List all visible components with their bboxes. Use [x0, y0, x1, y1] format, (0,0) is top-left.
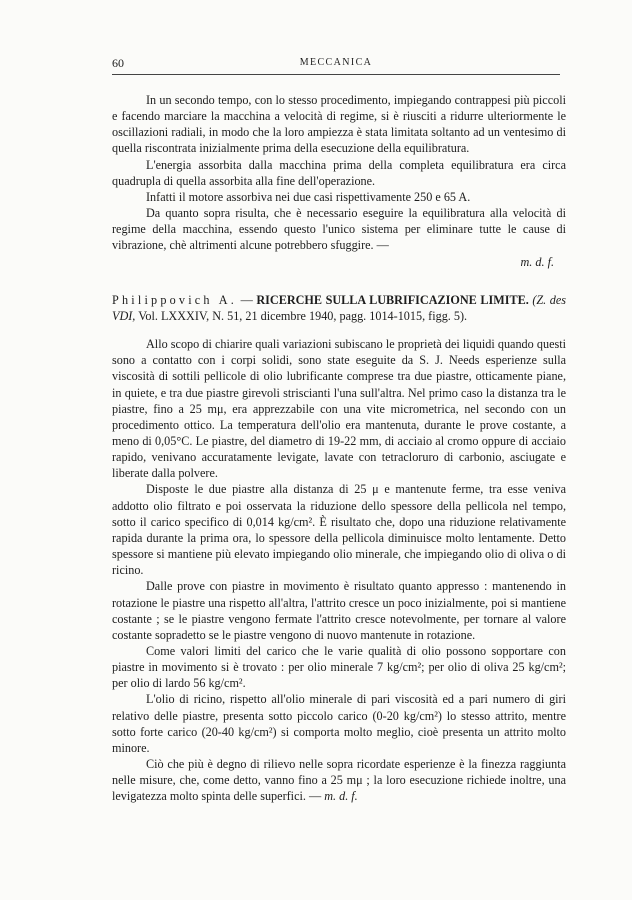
article-title: RICERCHE SULLA LUBRIFICAZIONE LIMITE.	[256, 292, 529, 307]
paragraph: Infatti il motore assorbiva nei due casi rispettivamente 250 e 65 A.	[146, 189, 471, 204]
article-journal: (Z. des VDI,	[112, 292, 567, 323]
page-header	[112, 56, 560, 72]
signature: m. d. f.	[520, 254, 554, 269]
heading-dash: —	[240, 292, 253, 307]
header-rule	[112, 74, 560, 75]
paragraph-text: Ciò che più è degno di rilievo nelle sopra ricordate esperienze è la finezza raggiunta nelle misure, che, come detto, vanno fino a 25 mμ ; la loro esecuzione richiede inoltre, una levigatezza molto spinta delle superfici. —	[112, 757, 566, 804]
page-body	[112, 92, 566, 805]
article-citation: Vol. LXXXIV, N. 51, 21 dicembre 1940, pagg. 1014-1015, figg. 5).	[138, 308, 468, 323]
paragraph: Disposte le due piastre alla distanza di 25 μ e mantenute ferme, tra esse veniva addotto olio filtrato e poi osservata la riduzione dello spessore della pellicola nel tempo, sotto il carico specifico di 0,014 kg/cm². È risultato che, dopo una riduzione relativamente rapida durante la prima ora, lo spessore della pellicola diminuisce molto lentamente. Detto spessore si mantiene più elevato impiegando olio minerale, che impiegando olio di oliva o di ricino.	[112, 482, 566, 578]
paragraph: L'energia assorbita dalla macchina prima della completa equilibratura era circa quadrupla di quella assorbita alla fine dell'operazione.	[112, 157, 566, 188]
article-author: Philippovich A.	[112, 292, 238, 307]
paragraph: Da quanto sopra risulta, che è necessario eseguire la equilibratura alla velocità di regime della macchina, essendo questo l'unico sistema per eliminare tutte le cause di vibrazione, chè altrimenti alcune potrebbero sfuggire. —	[112, 206, 566, 253]
paragraph: L'olio di ricino, rispetto all'olio minerale di pari viscosità ed a pari numero di giri relativo delle piastre, presenta sotto piccolo carico (0-20 kg/cm²) lo stesso attrito, mentre sotto forte carico (20-40 kg/cm²) si comporta molto meglio, cioè presenta un attrito molto minore.	[112, 692, 566, 755]
paragraph: Dalle prove con piastre in movimento è risultato quanto appresso : mantenendo in rotazione le piastre una rispetto all'altra, l'attrito cresce un poco inizialmente, poi si mantiene costante ; se le piastre vengono fermate l'attrito cresce notevolmente, per tornare al valore costante sopradetto se le piastre vengono di nuovo mantenute in rotazione.	[112, 579, 566, 642]
article-heading	[112, 292, 566, 324]
paragraph	[112, 756, 566, 804]
paragraph: Come valori limiti del carico che le varie qualità di olio possono sopportare con piastre in movimento si è trovato : per olio minerale 7 kg/cm²; per olio di oliva 25 kg/cm²; per olio di lardo 56 kg/cm².	[112, 644, 566, 691]
signature: m. d. f.	[324, 789, 358, 804]
running-head: MECCANICA	[299, 57, 373, 68]
page-number: 60	[112, 56, 124, 70]
paragraph: Allo scopo di chiarire quali variazioni subiscano le proprietà dei liquidi quando questi sono a contatto con i corpi solidi, sono state eseguite da S. J. Needs esperienze sulla viscosità di sottili pellicole di olio lubrificante comprese tra due piastre, otticamente piane, in quiete, e tra due piastre girevoli striscianti l'una sull'altra. Nel primo caso la distanza tra le piastre, fino a 25 mμ, era apprezzabile con una vite micrometrica, nel secondo con un procedimento ottico. La temperatura dell'olio era mantenuta, durante le prove costante, a meno di 0,05°C. Le piastre, del diametro di 19-22 mm, di acciaio al cromo oppure di acciaio rapido, venivano accuratamente levigate, lavate con tetracloruro di carbonio, asciugate e liberate dalla polvere.	[112, 337, 566, 481]
paragraph: In un secondo tempo, con lo stesso procedimento, impiegando contrappesi più piccoli e facendo marciare la macchina a velocità di regime, si è riusciti a ridurre ulteriormente le oscillazioni radiali, in modo che la loro ampiezza è stata limitata soltanto ad un ventesimo di quella riscontrata inizialmente prima della esecuzione della equilibratura.	[112, 93, 566, 156]
